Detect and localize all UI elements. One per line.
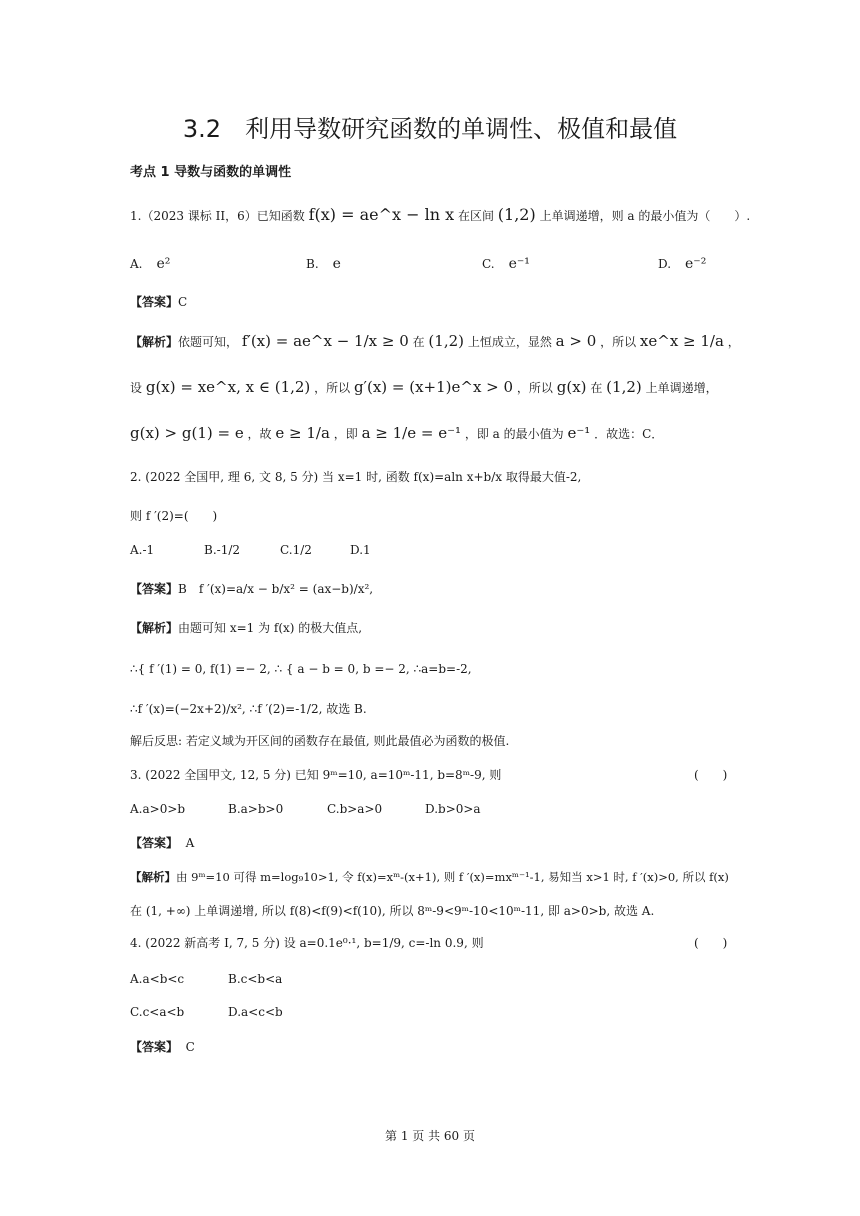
q3-stem: 3. (2022 全国甲文, 12, 5 分) 已知 9ᵐ=10, a=10ᵐ-11, b=8ᵐ-9, 则 — [130, 768, 502, 782]
math: g(x) > g(1) = e — [130, 424, 244, 442]
q2-option-d: D.1 — [350, 543, 371, 557]
q2-analysis-1 — [130, 619, 362, 637]
option-value: e⁻¹ — [508, 256, 530, 272]
q1-analysis-line-3 — [130, 424, 663, 443]
q1-stem-prefix: 1.（2023 课标 II，6）已知函数 — [130, 209, 305, 223]
math: (1,2) — [428, 332, 464, 350]
q3-analysis-1 — [130, 868, 729, 886]
q2-analysis-3: ∴f ′(x)=(−2x+2)/x², ∴f ′(2)=-1/2, 故选 B. — [130, 702, 367, 716]
analysis-tag: 【解析】 — [130, 621, 179, 635]
option-value: e⁻² — [685, 256, 707, 272]
math: a ≥ 1/e = e⁻¹ — [361, 424, 462, 442]
q3-option-a: A.a>0>b — [130, 802, 186, 816]
q4-answer — [130, 1038, 195, 1056]
text: 上单调递增， — [645, 381, 718, 395]
analysis-tag: 【解析】 — [130, 870, 176, 884]
option-label: B. — [306, 257, 319, 271]
math: a > 0 — [555, 332, 597, 350]
q2-option-a: A.-1 — [130, 543, 155, 557]
math: g(x) — [556, 378, 587, 396]
q1-stem-suffix: 上单调递增，则 a 的最小值为（ ）. — [539, 209, 751, 223]
text: 由题可知 x=1 为 f(x) 的极大值点, — [178, 621, 363, 635]
q2-option-b: B.-1/2 — [204, 543, 240, 557]
q1-option-a — [130, 254, 170, 274]
q4-option-d: D.a<c<b — [228, 1005, 283, 1019]
q4-stem: 4. (2022 新高考 Ⅰ, 7, 5 分) 设 a=0.1e⁰·¹, b=1/9, c=-ln 0.9, 则 — [130, 936, 484, 950]
option-label: C. — [482, 257, 495, 271]
text: ，所以 — [600, 335, 637, 349]
answer-value: C — [185, 1040, 195, 1054]
q3-analysis-2: 在 (1, +∞) 上单调递增, 所以 f(8)<f(9)<f(10), 所以 8ᵐ-9<9ᵐ-10<10ᵐ-11, 即 a>0>b, 故选 A. — [130, 904, 655, 918]
answer-value: A — [185, 836, 195, 850]
math: g(x) = xe^x, x ∈ (1,2) — [145, 378, 311, 396]
q4-option-b: B.c<b<a — [228, 972, 283, 986]
q2-option-c: C.1/2 — [280, 543, 312, 557]
q2-answer — [130, 580, 373, 598]
q3-answer — [130, 834, 194, 852]
answer-tag: 【答案】 — [130, 1040, 179, 1054]
q3-option-c: C.b>a>0 — [327, 802, 383, 816]
text: ，故 — [247, 427, 272, 441]
math: f′(x) = ae^x − 1/x ≥ 0 — [241, 332, 409, 350]
q2-stem: 2. (2022 全国甲, 理 6, 文 8, 5 分) 当 x=1 时, 函数 f(x)=aln x+b/x 取得最大值-2, — [130, 470, 582, 484]
section-heading: 考点 1 导数与函数的单调性 — [130, 165, 292, 180]
answer-tag: 【答案】 — [130, 836, 179, 850]
q1-stem-interval: (1,2) — [497, 205, 536, 224]
q1-option-b — [306, 254, 341, 274]
answer-value: B f ′(x)=a/x − b/x² = (ax−b)/x², — [178, 582, 374, 596]
q3-option-d: D.b>0>a — [425, 802, 481, 816]
text: ，即 — [333, 427, 358, 441]
q1-analysis-line-2 — [130, 378, 718, 397]
analysis-tag: 【解析】 — [130, 335, 179, 349]
text: 由 9ᵐ=10 可得 m=log₉10>1, 令 f(x)=xᵐ-(x+1), 则 f ′(x)=mxᵐ⁻¹-1, 易知当 x>1 时, f ′(x)>0, 所以 f(x) — [176, 870, 729, 884]
q4-answer-bracket: ( ) — [694, 936, 728, 950]
answer-value: C — [178, 295, 188, 309]
option-label: A. — [130, 257, 143, 271]
q1-option-c — [482, 254, 530, 274]
text: 在 — [412, 335, 425, 349]
q1-stem — [130, 206, 750, 225]
text: ．故选：C． — [594, 427, 664, 441]
option-value: e² — [156, 256, 171, 272]
option-label: D. — [658, 257, 672, 271]
math: (1,2) — [606, 378, 642, 396]
option-value: e — [332, 256, 341, 272]
text: 设 — [130, 381, 143, 395]
page-title: 3.2 利用导数研究函数的单调性、极值和最值 — [182, 115, 678, 143]
q1-answer — [130, 293, 187, 311]
math: e⁻¹ — [567, 424, 591, 442]
q1-stem-mid: 在区间 — [457, 209, 494, 223]
text: ，所以 — [314, 381, 351, 395]
text: 在 — [590, 381, 603, 395]
q4-option-a: A.a<b<c — [130, 972, 185, 986]
text: ，即 a 的最小值为 — [464, 427, 564, 441]
q1-analysis-line-1 — [130, 332, 740, 351]
math: xe^x ≥ 1/a — [639, 332, 724, 350]
text: ，所以 — [516, 381, 553, 395]
q2-reflection: 解后反思: 若定义域为开区间的函数存在最值, 则此最值必为函数的极值. — [130, 734, 510, 748]
answer-tag: 【答案】 — [130, 295, 179, 309]
page-footer: 第 1 页 共 60 页 — [385, 1129, 475, 1143]
text: ， — [727, 335, 740, 349]
q2-analysis-2: ∴{ f ′(1) = 0, f(1) =− 2, ∴ { a − b = 0, b =− 2, ∴a=b=-2, — [130, 662, 472, 676]
text: 依题可知， — [178, 335, 239, 349]
q1-stem-formula: f(x) = ae^x − ln x — [308, 205, 455, 224]
answer-tag: 【答案】 — [130, 582, 179, 596]
math: e ≥ 1/a — [275, 424, 330, 442]
q3-option-b: B.a>b>0 — [228, 802, 284, 816]
q2-stem-2: 则 f ′(2)=( ) — [130, 509, 218, 523]
text: 上恒成立，显然 — [467, 335, 552, 349]
q3-answer-bracket: ( ) — [694, 768, 728, 782]
math: g′(x) = (x+1)e^x > 0 — [353, 378, 514, 396]
q4-option-c: C.c<a<b — [130, 1005, 185, 1019]
q1-option-d — [658, 254, 706, 274]
